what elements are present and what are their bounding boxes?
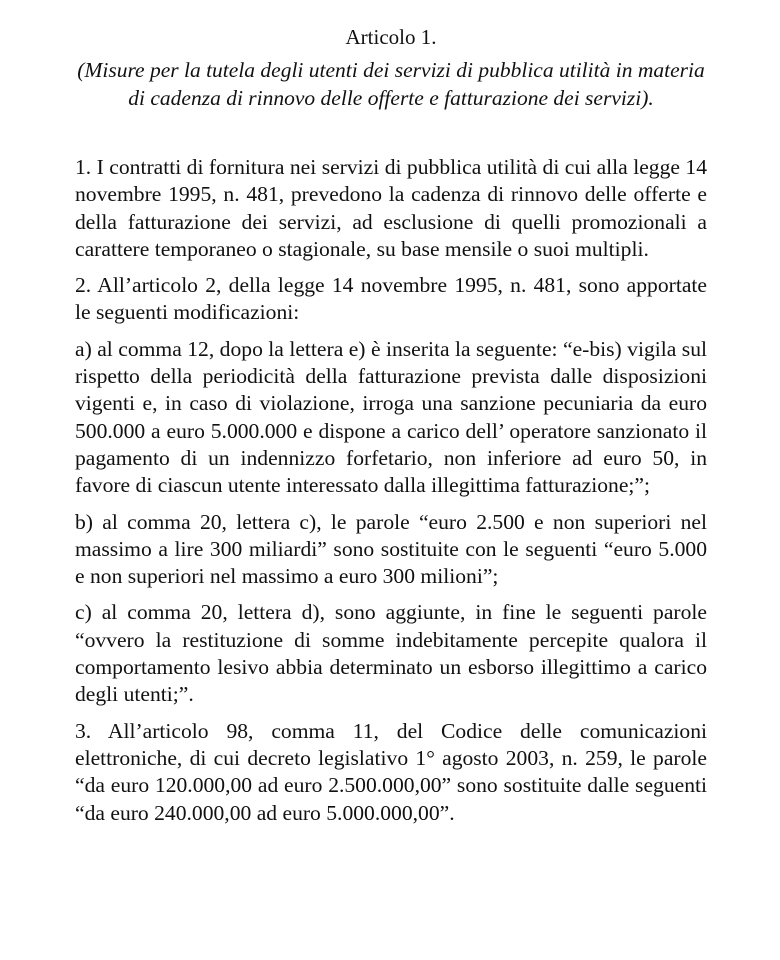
article-subtitle: (Misure per la tutela degli utenti dei servizi di pubblica utilità in materia di cadenza di rinnovo delle offerte e fatturazione dei servizi).: [77, 58, 705, 110]
paragraph-comma-2-b: b) al comma 20, lettera c), le parole “euro 2.500 e non superiori nel massimo a lire 300 miliardi” sono sostituite con le seguenti “euro 5.000 e non superiori nel massimo a euro 300 milioni”;: [75, 509, 707, 589]
document-page: [75, 0, 707, 836]
paragraph-comma-2: 2. All’articolo 2, della legge 14 novembre 1995, n. 481, sono apportate le seguenti modificazioni:: [75, 273, 707, 325]
article-title: Articolo 1.: [345, 25, 437, 49]
paragraph-comma-2-c: c) al comma 20, lettera d), sono aggiunte, in fine le seguenti parole “ovvero la restituzione di somme indebitamente percepite qualora il comportamento lesivo abbia determinato un esborso illegittimo a carico degli utenti;”.: [75, 600, 707, 707]
paragraph-comma-2-a: a) al comma 12, dopo la lettera e) è inserita la seguente: “e-bis) vigila sul rispetto della periodicità della fatturazione prevista dalle disposizioni vigenti e, in caso di violazione, irroga una sanzione pecuniaria da euro 500.000 a euro 5.000.000 e dispone a carico dell’ operatore sanzionato il pagamento di un indennizzo forfetario, non inferiore ad euro 50, in favore di ciascun utente interessato dalla illegittima fatturazione;”;: [75, 336, 707, 498]
article-body: [75, 154, 707, 827]
paragraph-comma-3: 3. All’articolo 98, comma 11, del Codice delle comunicazioni elettroniche, di cui decreto legislativo 1° agosto 2003, n. 259, le parole “da euro 120.000,00 ad euro 2.500.000,00” sono sostituite dalle seguenti “da euro 240.000,00 ad euro 5.000.000,00”.: [75, 718, 707, 825]
paragraph-comma-1: 1. I contratti di fornitura nei servizi di pubblica utilità di cui alla legge 14 novembre 1995, n. 481, prevedono la cadenza di rinnovo delle offerte e della fatturazione dei servizi, ad esclusione di quelli promozionali a carattere temporaneo o stagionale, su base mensile o suoi multipli.: [75, 155, 707, 261]
